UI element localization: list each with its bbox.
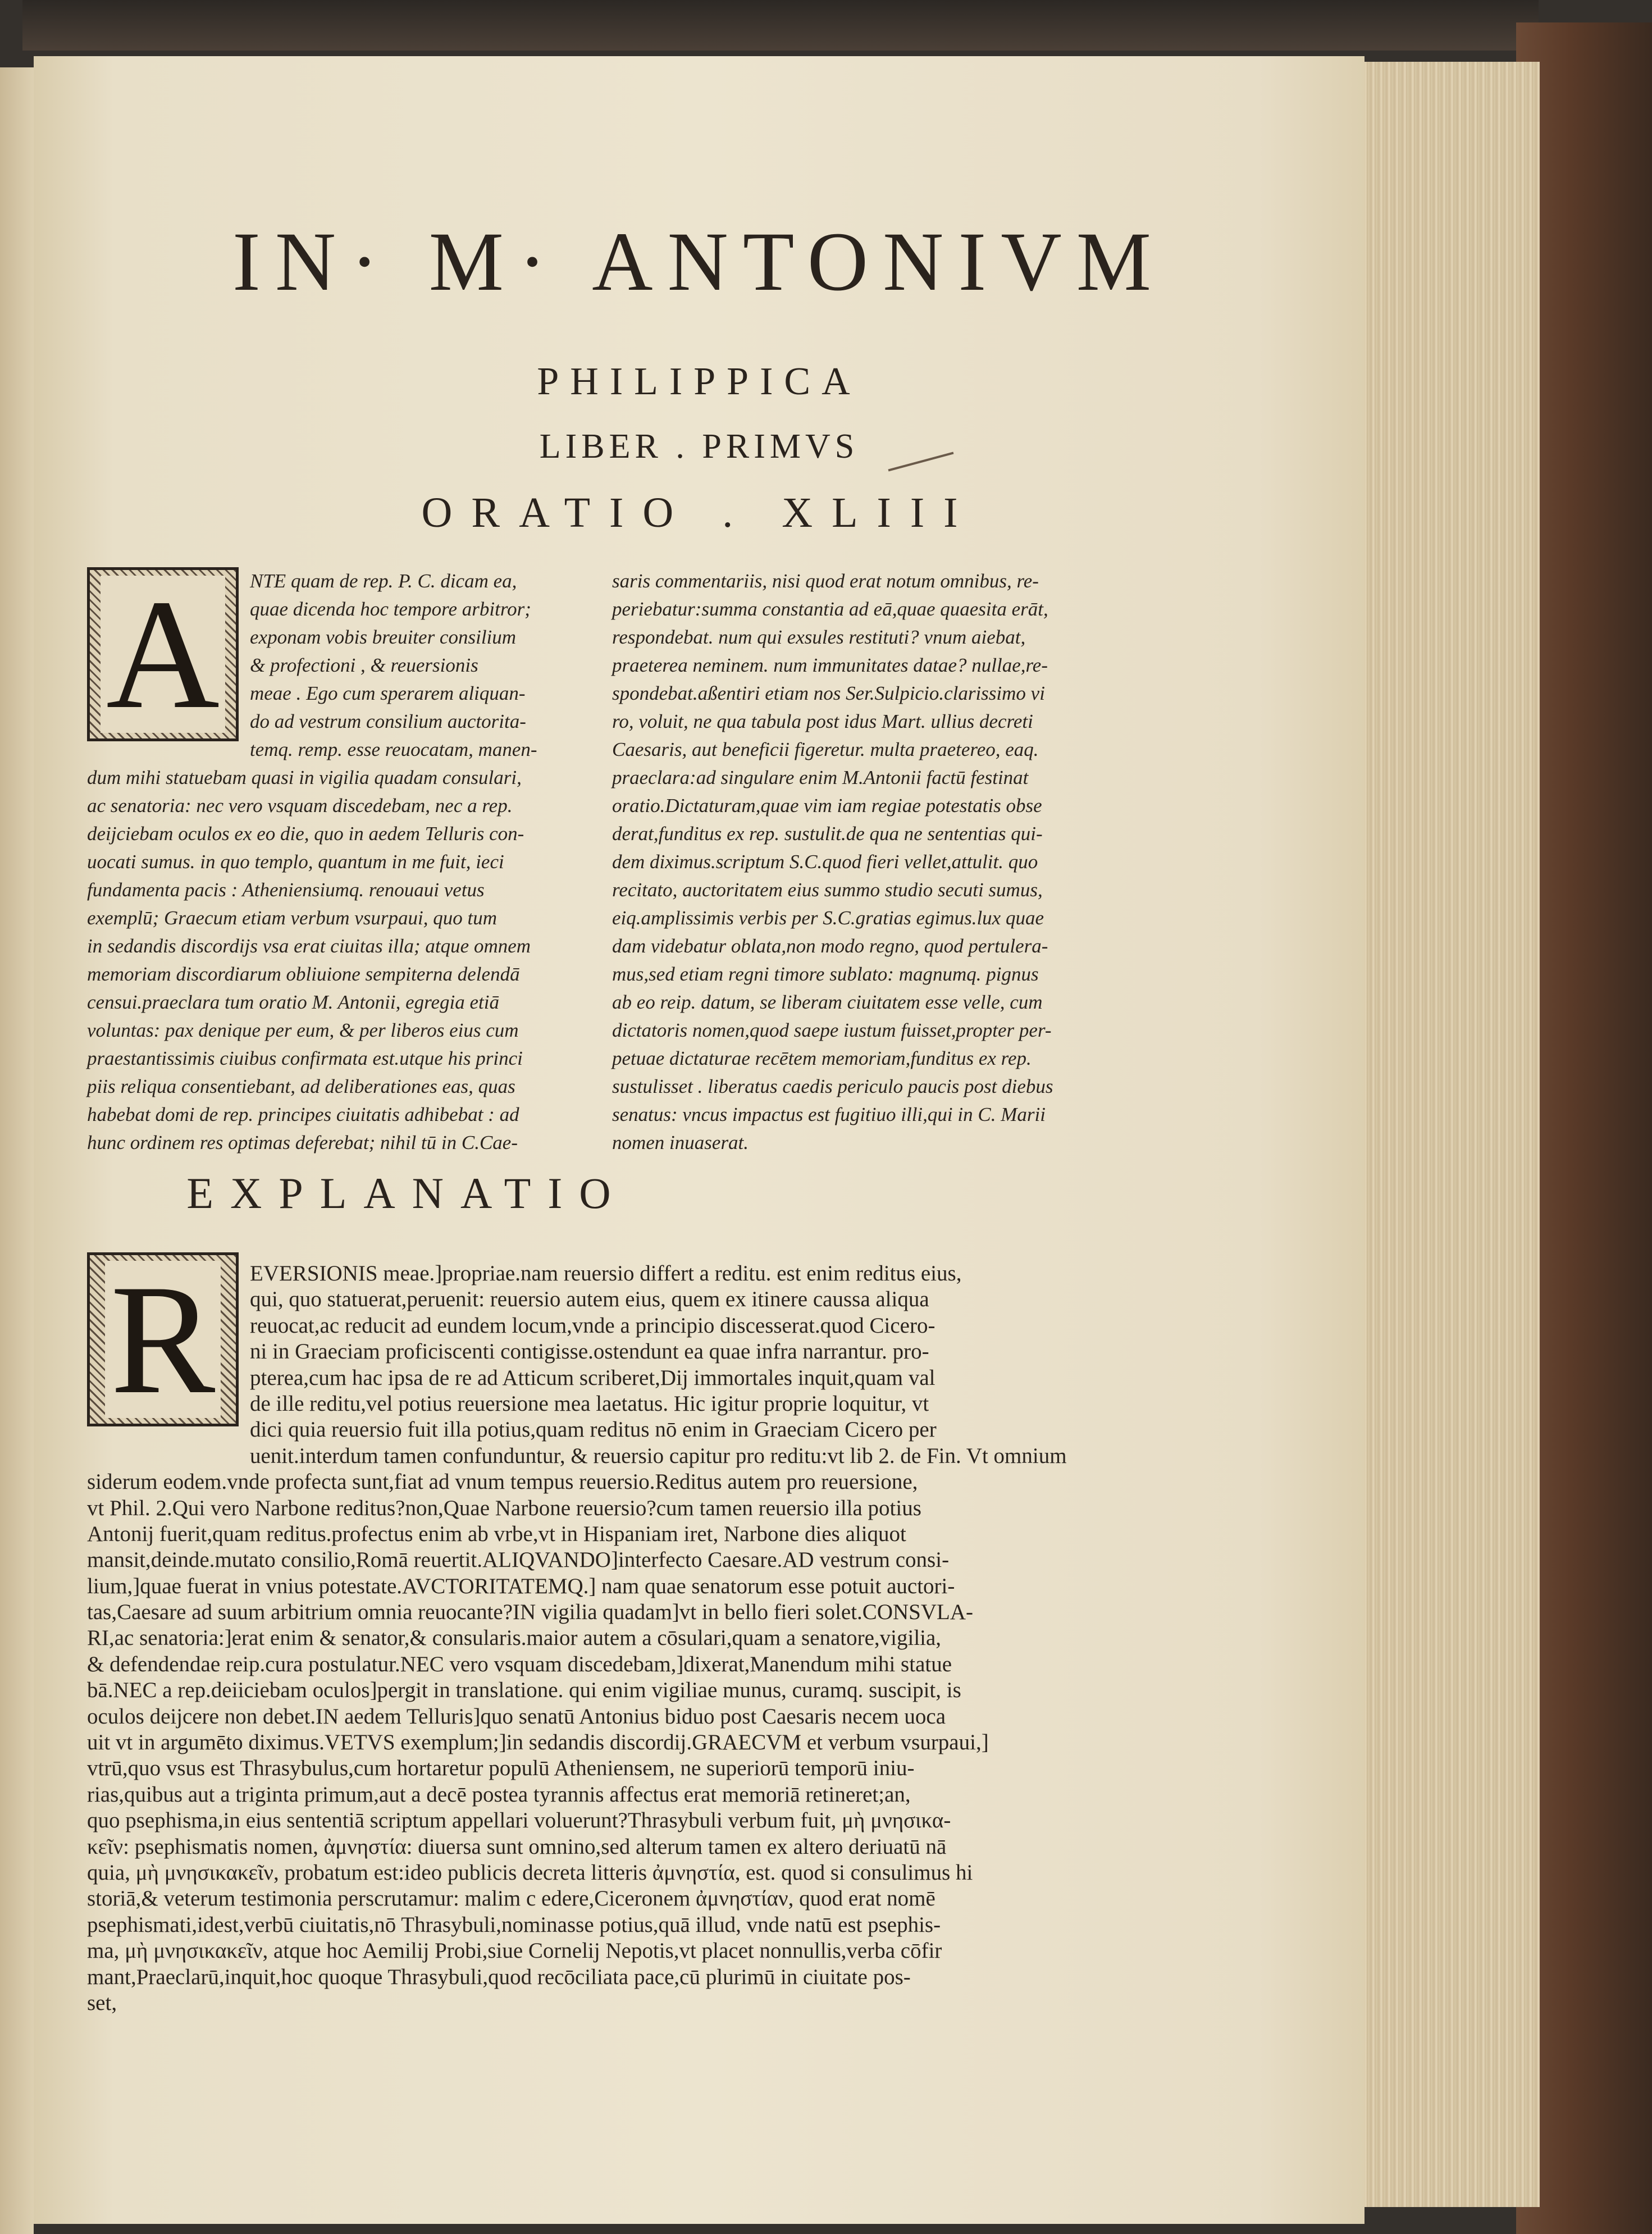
oratio-right-column: [612, 567, 1053, 1157]
text-line: exponam vobis breuiter consilium: [250, 626, 517, 648]
text-line: ac senatoria: nec vero vsquam discedebam, nec a rep.: [87, 795, 513, 817]
dropcap-a: A: [87, 567, 239, 741]
text-line: eiq.amplissimis verbis per S.C.gratias egimus.lux quae: [612, 907, 1044, 929]
title-line-4: ORATIO . XLIII: [421, 489, 977, 536]
facing-page-edge: [0, 67, 34, 2234]
title-line-3: LIBER . PRIMVS: [539, 427, 859, 466]
text-line: reuocat,ac reducit ad eundem locum,vnde a principio discesserat.quod Cicero-: [250, 1313, 935, 1338]
text-line: tas,Caesare ad suum arbitrium omnia reuocante?IN vigilia quadam]vt in bello fieri solet.CONSVLA-: [87, 1600, 973, 1625]
text-line: oculos deijcere non debet.IN aedem Telluris]quo senatū Antonius biduo post Caesaris necem uoca: [87, 1704, 946, 1729]
text-line: uocati sumus. in quo templo, quantum in me fuit, ieci: [87, 851, 504, 873]
page-edges: [1359, 62, 1540, 2207]
text-line: censui.praeclara tum oratio M. Antonii, egregia etiā: [87, 991, 499, 1013]
text-line: dici quia reuersio fuit illa potius,quam reditus nō enim in Graeciam Cicero per: [250, 1417, 937, 1442]
text-line: saris commentariis, nisi quod erat notum omnibus, re-: [612, 570, 1039, 592]
text-line: quae dicenda hoc tempore arbitror;: [250, 598, 531, 620]
text-line: in sedandis discordijs vsa erat ciuitas illa; atque omnem: [87, 935, 531, 957]
text-line: senatus: vncus impactus est fugitiuo illi,qui in C. Marii: [612, 1104, 1046, 1125]
text-line: & profectioni , & reuersionis: [250, 654, 478, 676]
text-line: vt Phil. 2.Qui vero Narbone reditus?non,Quae Narbone reuersio?cum tamen reuersio illa potius: [87, 1496, 921, 1520]
text-line: respondebat. num qui exsules restituti? vnum aiebat,: [612, 626, 1026, 648]
book-page: [34, 56, 1365, 2224]
text-line: Antonij fuerit,quam reditus.profectus enim ab vrbe,vt in Hispaniam iret, Narbone dies aliquot: [87, 1521, 906, 1546]
text-line: deijciebam oculos ex eo die, quo in aedem Telluris con-: [87, 823, 524, 845]
text-line: periebatur:summa constantia ad eā,quae quaesita erāt,: [612, 598, 1048, 620]
text-line: bā.NEC a rep.deiiciebam oculos]pergit in translatione. qui enim vigiliae munus, curamq. suscipit, is: [87, 1678, 961, 1703]
text-line: voluntas: pax denique per eum, & per liberos eius cum: [87, 1019, 519, 1041]
text-line: set,: [87, 1990, 117, 2015]
text-line: fundamenta pacis : Atheniensiumq. renouaui vetus: [87, 879, 485, 901]
text-line: hunc ordinem res optimas deferebat; nihil tū in C.Cae-: [87, 1132, 518, 1154]
text-line: rias,quibus aut a triginta primum,aut a decē postea tyrannis affectus erat memoriā retineret;an,: [87, 1782, 911, 1807]
text-line: dum mihi statuebam quasi in vigilia quadam consulari,: [87, 767, 522, 788]
text-line: storiā,& veterum testimonia perscrutamur: malim c edere,Ciceronem ἀμνηστίαν, quod erat nomē: [87, 1886, 935, 1911]
text-line: dem diximus.scriptum S.C.quod fieri vellet,attulit. quo: [612, 851, 1038, 873]
explanatio-heading: EXPLANATIO: [186, 1169, 628, 1218]
title-line-2: PHILIPPICA: [537, 360, 861, 403]
text-line: mant,Praeclarū,inquit,hoc quoque Thrasybuli,quod recōciliata pace,cū plurimū in ciuitate pos-: [87, 1964, 911, 1989]
text-line: recitato, auctoritatem eius summo studio secuti sumus,: [612, 879, 1043, 901]
text-line: oratio.Dictaturam,quae vim iam regiae potestatis obse: [612, 795, 1042, 817]
text-line: ro, voluit, ne qua tabula post idus Mart. ullius decreti: [612, 710, 1033, 732]
text-line: NTE quam de rep. P. C. dicam ea,: [250, 570, 517, 592]
text-line: vtrū,quo vsus est Thrasybulus,cum hortaretur populū Atheniensem, ne superiorū temporū iniu-: [87, 1756, 915, 1781]
text-line: quo psephisma,in eius sententiā scriptum appellari voluerunt?Thrasybuli verbum fuit, μὴ μνησικα-: [87, 1808, 951, 1833]
text-line: temq. remp. esse reuocatam, manen-: [250, 738, 537, 760]
text-line: pterea,cum hac ipsa de re ad Atticum scriberet,Dij immortales inquit,quam val: [250, 1365, 935, 1390]
text-line: praeclara:ad singulare enim M.Antonii factū festinat: [612, 767, 1029, 788]
text-line: memoriam discordiarum obliuione sempiterna delendā: [87, 963, 520, 985]
text-line: piis reliqua consentiebant, ad deliberationes eas, quas: [87, 1075, 515, 1097]
text-line: nomen inuaserat.: [612, 1132, 749, 1154]
text-line: praeterea neminem. num immunitates datae? nullae,re-: [612, 654, 1048, 676]
dropcap-r: R: [87, 1252, 239, 1426]
text-line: mansit,deinde.mutato consilio,Romā reuertit.ALIQVANDO]interfecto Caesare.AD vestrum consi-: [87, 1548, 950, 1572]
text-line: quia, μὴ μνησικακεῖν, probatum est:ideo publicis decreta litteris ἀμνηστία, est. quod si consulimus hi: [87, 1860, 973, 1885]
text-line: uit vt in argumēto diximus.VETVS exemplum;]in sedandis discordij.GRAECVM et verbum vsurpaui,]: [87, 1730, 989, 1755]
text-line: ni in Graeciam proficiscenti contigisse.ostendunt ea quae infra narrantur. pro-: [250, 1339, 929, 1364]
text-line: sustulisset . liberatus caedis periculo paucis post diebus: [612, 1075, 1053, 1097]
text-line: & defendendae reip.cura postulatur.NEC vero vsquam discedebam,]dixerat,Manendum mihi statue: [87, 1652, 952, 1676]
text-line: meae . Ego cum sperarem aliquan-: [250, 682, 526, 704]
text-line: psephismati,idest,verbū ciuitatis,nō Thrasybuli,nominasse potius,quā illud, vnde natū est psephis-: [87, 1912, 941, 1937]
text-line: Caesaris, aut beneficii figeretur. multa praetereo, eaq.: [612, 738, 1039, 760]
text-line: de ille reditu,vel potius reuersione mea laetatus. Hic igitur proprie loquitur, vt: [250, 1391, 929, 1416]
text-line: uenit.interdum tamen confunduntur, & reuersio capitur pro reditu:vt lib 2. de Fin. Vt omnium: [250, 1443, 1067, 1468]
text-line: qui, quo statuerat,peruenit: reuersio autem eius, quem ex itinere caussa aliqua: [250, 1287, 929, 1312]
text-line: ab eo reip. datum, se liberam ciuitatem esse velle, cum: [612, 991, 1043, 1013]
text-line: do ad vestrum consilium auctorita-: [250, 710, 526, 732]
text-line: siderum eodem.vnde profecta sunt,fiat ad vnum tempus reuersio.Reditus autem pro reuersione,: [87, 1470, 918, 1494]
text-line: habebat domi de rep. principes ciuitatis adhibebat : ad: [87, 1104, 519, 1125]
text-line: petuae dictaturae recētem memoriam,funditus ex rep.: [612, 1047, 1032, 1069]
text-line: κεῖν: psephismatis nomen, ἀμνηστία: diuersa sunt omnino,sed alterum tamen ex altero deriuatū nā: [87, 1834, 947, 1859]
text-line: exemplū; Graecum etiam verbum vsurpaui, quo tum: [87, 907, 497, 929]
text-line: ma, μὴ μνησικακεῖν, atque hoc Aemilij Probi,siue Cornelij Nepotis,vt placet nonnullis,verba cōfir: [87, 1939, 942, 1963]
book-cover-top: [22, 0, 1539, 51]
text-line: dam videbatur oblata,non modo regno, quod pertulera-: [612, 935, 1048, 957]
text-line: derat,funditus ex rep. sustulit.de qua ne sententias qui-: [612, 823, 1043, 845]
text-line: praestantissimis ciuibus confirmata est.utque his princi: [87, 1047, 523, 1069]
text-line: spondebat.aßentiri etiam nos Ser.Sulpicio.clarissimo vi: [612, 682, 1045, 704]
text-line: mus,sed etiam regni timore sublato: magnumq. pignus: [612, 963, 1039, 985]
text-line: EVERSIONIS meae.]propriae.nam reuersio differt a reditu. est enim reditus eius,: [250, 1261, 962, 1285]
title-line-1: IN· M· ANTONIVM: [232, 215, 1166, 308]
text-line: RI,ac senatoria:]erat enim & senator,& consularis.maior autem a cōsulari,quam a senatore,vigilia,: [87, 1626, 942, 1651]
text-line: lium,]quae fuerat in vnius potestate.AVCTORITATEMQ.] nam quae senatorum esse potuit auctori-: [87, 1574, 955, 1598]
text-line: dictatoris nomen,quod saepe iustum fuisset,propter per-: [612, 1019, 1052, 1041]
